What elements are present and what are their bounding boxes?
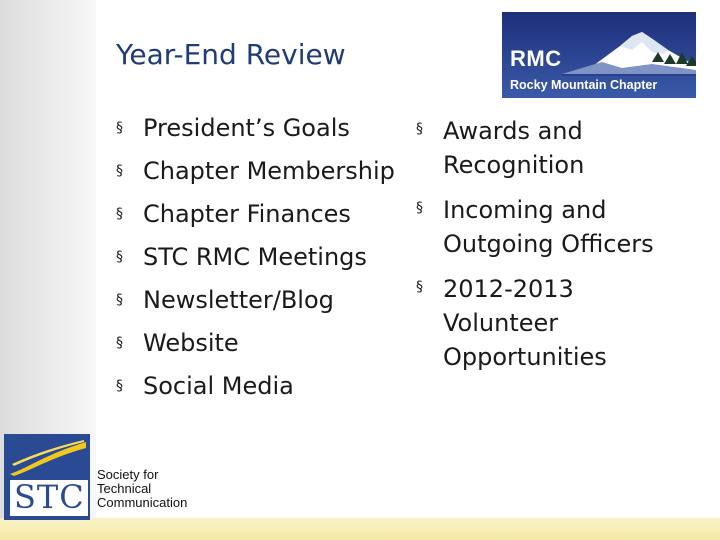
list-item-text: Awards and Recognition	[443, 117, 585, 179]
bullet-icon: §	[116, 292, 123, 308]
list-item	[116, 200, 395, 243]
bullet-icon: §	[416, 200, 423, 216]
list-item-text: STC RMC Meetings	[143, 243, 367, 271]
list-item-text: Social Media	[143, 372, 294, 400]
list-item	[116, 114, 395, 157]
list-item-text: Chapter Membership	[143, 157, 395, 185]
bullet-icon: §	[116, 120, 123, 136]
stc-logo-line: Technical	[97, 481, 152, 496]
list-item-text: 2012-2013 Volunteer Opportunities	[443, 275, 607, 371]
bullet-icon: §	[116, 378, 123, 394]
stc-logo-line: Society for	[97, 467, 159, 482]
stc-logo-text	[97, 468, 187, 510]
right-bullet-list	[416, 114, 654, 385]
stc-logo-line: Communication	[97, 495, 188, 510]
bullet-icon: §	[416, 121, 423, 137]
list-item-text: Incoming and Outgoing Officers	[443, 196, 654, 258]
rmc-logo-name: Rocky Mountain Chapter	[510, 78, 658, 92]
slide-title: Year-End Review	[116, 38, 346, 71]
list-item-text: Newsletter/Blog	[143, 286, 334, 314]
list-item	[116, 372, 395, 415]
bottom-decorative-band	[0, 518, 720, 540]
list-item	[416, 114, 654, 182]
bullet-icon: §	[116, 163, 123, 179]
list-item	[116, 329, 395, 372]
stc-logo	[4, 434, 90, 520]
bullet-icon: §	[116, 335, 123, 351]
bullet-icon: §	[116, 249, 123, 265]
bullet-icon: §	[116, 206, 123, 222]
list-item	[416, 193, 654, 261]
list-item-text: Website	[143, 329, 239, 357]
list-item-text: Chapter Finances	[143, 200, 351, 228]
list-item	[116, 243, 395, 286]
list-item	[416, 272, 654, 374]
stc-logo-letters: STC	[14, 478, 85, 516]
rmc-logo	[502, 12, 696, 98]
list-item-text: President’s Goals	[143, 114, 350, 142]
bullet-icon: §	[416, 279, 423, 295]
list-item	[116, 286, 395, 329]
list-item	[116, 157, 395, 200]
stc-swoosh-icon	[6, 438, 90, 478]
rmc-logo-abbreviation: RMC	[510, 46, 562, 71]
left-bullet-list	[116, 114, 395, 415]
